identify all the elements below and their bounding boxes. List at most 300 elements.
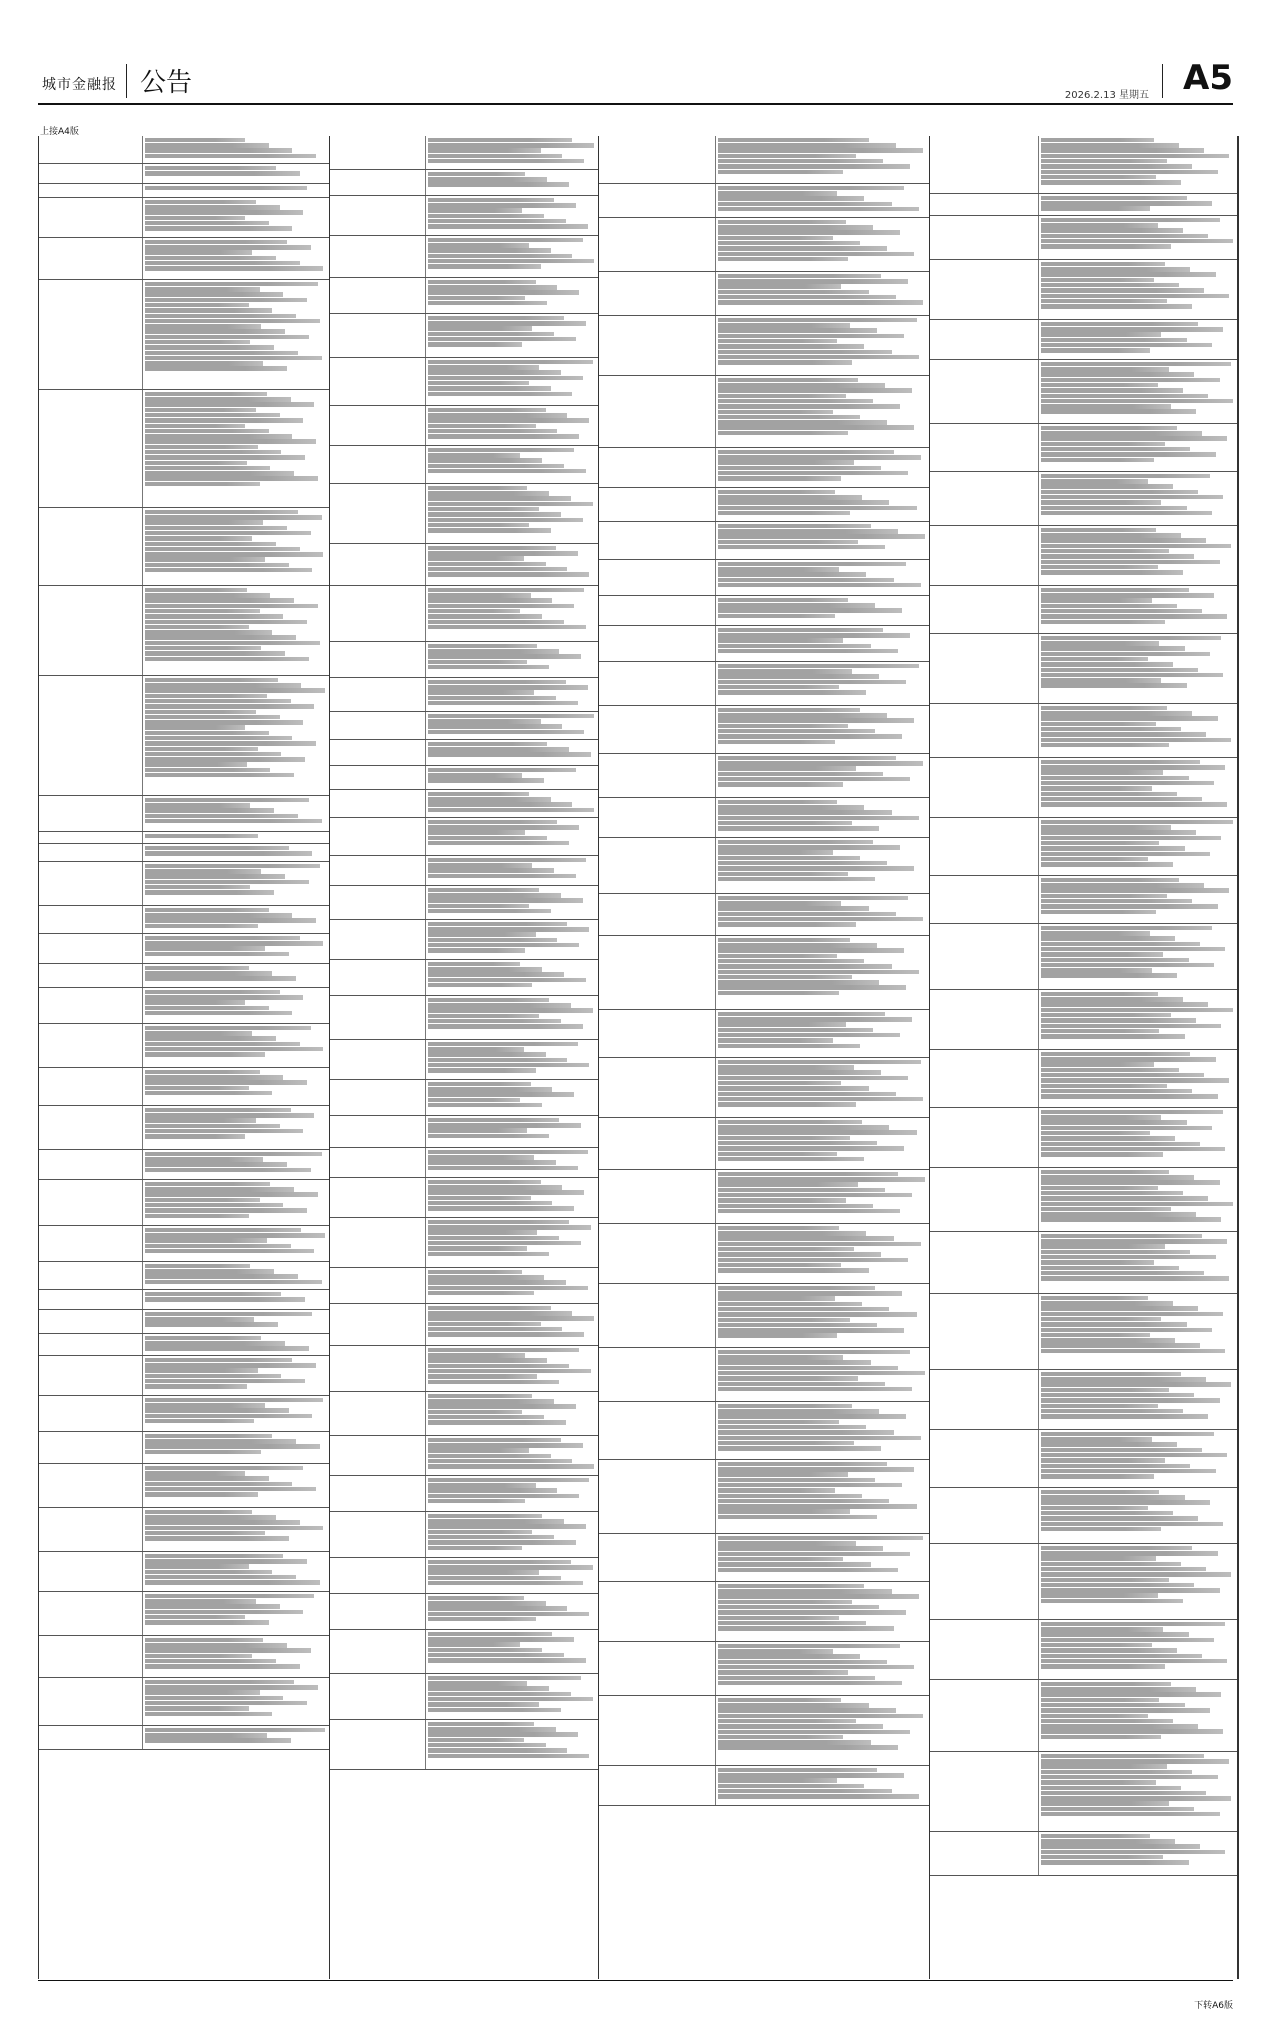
text-line <box>718 1708 895 1712</box>
entity-name-cell <box>930 1680 1039 1751</box>
text-line <box>1041 678 1161 682</box>
announcement-entry <box>330 996 598 1040</box>
text-line <box>145 434 293 438</box>
text-line <box>1041 936 1175 940</box>
announcement-body-cell <box>426 1040 598 1079</box>
text-line <box>428 1454 551 1458</box>
text-line <box>1041 399 1233 403</box>
text-line <box>1041 652 1209 656</box>
announcement-entry <box>39 1464 329 1508</box>
text-line <box>145 1476 269 1480</box>
entity-name-cell <box>330 642 426 677</box>
text-line <box>1041 1643 1151 1647</box>
announcement-body-cell <box>1039 260 1237 319</box>
text-line <box>718 1328 904 1332</box>
entity-name-cell <box>330 920 426 959</box>
entity-name-cell <box>930 586 1039 633</box>
text-line <box>145 1564 249 1568</box>
text-line <box>1041 1546 1192 1550</box>
entity-name-cell <box>330 790 426 817</box>
announcement-entry <box>599 560 929 596</box>
text-line <box>145 699 291 703</box>
text-line <box>1041 1844 1200 1848</box>
text-line <box>428 820 557 824</box>
text-line <box>718 328 877 332</box>
text-line <box>1041 894 1167 898</box>
entity-name-cell <box>930 704 1039 757</box>
entity-name-cell <box>930 758 1039 817</box>
text-line <box>428 1410 522 1414</box>
announcement-entry <box>330 818 598 856</box>
announcement-entry <box>39 796 329 832</box>
text-line <box>1041 1414 1208 1418</box>
text-line <box>428 1353 525 1357</box>
text-line <box>718 877 875 881</box>
announcement-entry <box>599 1010 929 1058</box>
text-line <box>1041 1735 1161 1739</box>
text-line <box>145 445 258 449</box>
text-line <box>428 1399 554 1403</box>
text-line <box>145 1680 295 1684</box>
text-line <box>145 890 275 894</box>
text-line <box>428 429 557 433</box>
text-line <box>1041 452 1215 456</box>
text-line <box>428 927 589 931</box>
text-line <box>145 1292 282 1296</box>
text-line <box>428 948 525 952</box>
text-line <box>428 1420 566 1424</box>
text-line <box>1041 968 1151 972</box>
text-line <box>145 1580 320 1584</box>
text-line <box>718 1350 910 1354</box>
text-line <box>145 340 251 344</box>
entity-name-cell <box>330 1720 426 1769</box>
text-line <box>428 502 593 506</box>
text-line <box>428 154 562 158</box>
text-line <box>1041 1018 1196 1022</box>
text-line <box>718 1499 889 1503</box>
text-line <box>145 1168 311 1172</box>
text-line <box>428 1103 542 1107</box>
text-line <box>1041 348 1149 352</box>
announcement-entry <box>330 1512 598 1558</box>
announcement-body-cell <box>1039 1370 1237 1429</box>
text-line <box>428 1702 539 1706</box>
entity-name-cell <box>930 320 1039 359</box>
announcement-entry <box>599 184 929 218</box>
text-line <box>428 342 522 346</box>
text-line <box>428 1374 537 1378</box>
text-line <box>145 846 289 850</box>
text-line <box>428 714 594 718</box>
text-line <box>145 913 293 917</box>
text-line <box>145 1187 295 1191</box>
text-line <box>1041 797 1202 801</box>
text-line <box>428 507 539 511</box>
entity-name-cell <box>330 1346 426 1391</box>
text-line <box>718 1382 885 1386</box>
text-line <box>1041 218 1219 222</box>
announcement-entry <box>930 876 1237 924</box>
text-line <box>1041 852 1209 856</box>
text-line <box>1041 1057 1215 1061</box>
text-line <box>428 296 525 300</box>
text-line <box>1041 1404 1157 1408</box>
text-line <box>718 938 850 942</box>
text-line <box>1041 910 1155 914</box>
entity-name-cell <box>330 1630 426 1673</box>
entity-name-cell <box>330 544 426 585</box>
masthead <box>38 60 1233 102</box>
entity-name-cell <box>330 818 426 855</box>
text-line <box>718 1172 898 1176</box>
text-line <box>428 830 525 834</box>
entity-name-cell <box>930 924 1039 989</box>
text-line <box>145 200 256 204</box>
text-line <box>718 1552 910 1556</box>
entity-name-cell <box>930 526 1039 585</box>
announcement-entry <box>39 844 329 862</box>
announcement-body-cell <box>143 1262 329 1289</box>
entity-name-cell <box>330 1476 426 1511</box>
text-line <box>145 752 282 756</box>
text-line <box>718 845 900 849</box>
continued-to-note: 下转A6版 <box>1194 2001 1233 2011</box>
text-line <box>718 850 833 854</box>
text-line <box>145 298 307 302</box>
text-line <box>718 476 841 480</box>
text-line <box>1041 244 1171 248</box>
text-line <box>145 747 258 751</box>
text-line <box>718 257 847 261</box>
text-line <box>145 635 296 639</box>
text-line <box>1041 1567 1206 1571</box>
text-line <box>718 1778 837 1782</box>
text-line <box>428 1560 571 1564</box>
text-line <box>145 966 249 970</box>
text-line <box>145 1643 287 1647</box>
text-line <box>1041 267 1190 271</box>
text-line <box>145 1317 254 1321</box>
text-line <box>145 424 245 428</box>
text-line <box>145 1379 306 1383</box>
text-line <box>718 729 875 733</box>
text-line <box>145 814 298 818</box>
text-line <box>718 598 847 602</box>
announcement-body-cell <box>143 280 329 389</box>
text-line <box>145 1510 253 1514</box>
entity-name-cell <box>330 1116 426 1147</box>
text-line <box>145 1358 293 1362</box>
entity-name-cell <box>39 906 143 933</box>
text-line <box>718 1425 866 1429</box>
text-line <box>145 413 280 417</box>
text-line <box>1041 963 1213 967</box>
text-line <box>428 1738 524 1742</box>
text-line <box>718 290 868 294</box>
announcement-entry <box>599 218 929 272</box>
announcement-body-cell <box>426 678 598 711</box>
announcement-entry <box>599 838 929 894</box>
announcement-body-cell <box>716 488 929 521</box>
text-line <box>145 1408 289 1412</box>
header-rule <box>38 103 1233 105</box>
text-line <box>145 216 245 220</box>
announcement-entry <box>599 754 929 798</box>
text-line <box>718 334 904 338</box>
text-line <box>428 972 564 976</box>
text-line <box>145 1520 300 1524</box>
text-line <box>145 1134 245 1138</box>
text-line <box>1041 770 1163 774</box>
announcement-body-cell <box>426 712 598 739</box>
text-line <box>1041 1448 1202 1452</box>
text-line <box>145 1363 316 1367</box>
text-line <box>145 1615 245 1619</box>
entity-name-cell <box>599 754 716 797</box>
text-line <box>145 1264 251 1268</box>
text-line <box>145 731 269 735</box>
announcement-entry <box>330 1116 598 1148</box>
text-line <box>145 773 295 777</box>
text-line <box>1041 1469 1215 1473</box>
announcement-body-cell <box>1039 1108 1237 1167</box>
announcement-entry <box>599 936 929 1010</box>
text-line <box>145 762 247 766</box>
text-line <box>145 418 304 422</box>
entity-name-cell <box>330 1392 426 1435</box>
announcement-body-cell <box>426 1080 598 1115</box>
entity-name-cell <box>39 1678 143 1725</box>
announcement-body-cell <box>426 1436 598 1475</box>
text-line <box>428 562 546 566</box>
text-line <box>428 1241 581 1245</box>
text-line <box>718 608 902 612</box>
entity-name-cell <box>599 894 716 935</box>
text-line <box>1041 148 1204 152</box>
text-line <box>145 1398 324 1402</box>
text-line <box>428 868 554 872</box>
text-line <box>718 1610 906 1614</box>
announcement-body-cell <box>426 358 598 405</box>
text-line <box>1041 500 1161 504</box>
text-line <box>718 1022 845 1026</box>
text-line <box>718 766 856 770</box>
text-line <box>428 365 539 369</box>
text-line <box>1041 175 1155 179</box>
text-line <box>145 1086 249 1090</box>
text-line <box>428 792 529 796</box>
text-line <box>145 1515 276 1519</box>
announcement-body-cell <box>716 136 929 183</box>
text-line <box>718 1649 833 1653</box>
text-line <box>145 593 271 597</box>
text-line <box>428 1483 535 1487</box>
announcement-body-cell <box>143 988 329 1023</box>
announcement-entry <box>599 1224 929 1284</box>
text-line <box>428 1364 569 1368</box>
announcement-body-cell <box>143 198 329 237</box>
announcement-body-cell <box>143 184 329 197</box>
text-line <box>718 415 860 419</box>
text-line <box>1041 732 1206 736</box>
text-line <box>145 834 258 838</box>
text-line <box>718 1226 839 1230</box>
text-line <box>428 1306 551 1310</box>
announcement-entry <box>330 1594 598 1630</box>
text-line <box>718 350 891 354</box>
text-line <box>428 724 562 728</box>
text-line <box>145 808 275 812</box>
text-line <box>145 741 316 745</box>
text-line <box>1041 228 1182 232</box>
text-line <box>1041 1013 1171 1017</box>
text-line <box>718 1621 866 1625</box>
text-line <box>145 1113 315 1117</box>
entity-name-cell <box>930 1752 1039 1831</box>
text-line <box>428 1358 547 1362</box>
announcement-body-cell <box>143 1726 329 1749</box>
text-line <box>428 1596 524 1600</box>
entity-name-cell <box>599 1696 716 1765</box>
text-line <box>428 386 551 390</box>
announcement-entry <box>330 1630 598 1674</box>
announcement-entry <box>39 1592 329 1636</box>
text-line <box>428 836 547 840</box>
text-line <box>145 303 249 307</box>
announcement-entry <box>599 448 929 488</box>
text-line <box>428 768 576 772</box>
entity-name-cell <box>330 1178 426 1217</box>
text-line <box>718 1626 893 1630</box>
announcement-entry <box>930 758 1237 818</box>
text-line <box>145 936 300 940</box>
text-line <box>718 1745 898 1749</box>
text-line <box>718 1268 868 1272</box>
text-line <box>428 198 554 202</box>
text-line <box>428 1637 574 1641</box>
text-line <box>718 1600 852 1604</box>
text-line <box>145 641 320 645</box>
announcement-body-cell <box>716 838 929 893</box>
announcement-column <box>1238 136 1239 1979</box>
entity-name-cell <box>39 508 143 585</box>
text-line <box>145 1604 280 1608</box>
text-line <box>718 1462 887 1466</box>
text-line <box>1041 143 1178 147</box>
text-line <box>428 1348 579 1352</box>
text-line <box>1041 830 1196 834</box>
text-line <box>1041 1638 1213 1642</box>
text-line <box>718 1252 881 1256</box>
text-line <box>1041 1687 1196 1691</box>
text-line <box>718 1092 895 1096</box>
announcement-entry <box>330 1558 598 1594</box>
text-line <box>1041 1052 1190 1056</box>
text-line <box>1041 362 1231 366</box>
text-line <box>1041 1453 1227 1457</box>
text-line <box>428 224 587 228</box>
text-line <box>1041 1527 1161 1531</box>
text-line <box>145 1450 262 1454</box>
text-line <box>1041 836 1221 840</box>
announcement-body-cell <box>426 1630 598 1673</box>
announcement-body-cell <box>426 818 598 855</box>
text-line <box>428 660 527 664</box>
text-line <box>1041 1250 1190 1254</box>
text-line <box>145 1124 280 1128</box>
announcement-body-cell <box>1039 1488 1237 1543</box>
announcement-body-cell <box>716 1058 929 1117</box>
announcement-body-cell <box>426 446 598 483</box>
text-line <box>1041 299 1167 303</box>
announcement-entry <box>39 1552 329 1592</box>
text-line <box>1041 278 1153 282</box>
announcement-body-cell <box>426 1268 598 1303</box>
announcement-entry <box>330 314 598 358</box>
text-line <box>428 904 529 908</box>
text-line <box>145 1052 265 1056</box>
announcement-entry <box>599 1402 929 1460</box>
text-line <box>145 1492 258 1496</box>
entity-name-cell <box>330 196 426 235</box>
announcement-body-cell <box>716 1010 929 1057</box>
text-line <box>718 964 891 968</box>
entity-name-cell <box>599 798 716 837</box>
announcement-body-cell <box>426 1178 598 1217</box>
announcement-entry <box>599 1118 929 1170</box>
announcement-body-cell <box>1039 320 1237 359</box>
text-line <box>718 360 852 364</box>
text-line <box>145 1274 298 1278</box>
entity-name-cell <box>39 1310 143 1333</box>
text-line <box>145 356 322 360</box>
text-line <box>1041 1780 1155 1784</box>
text-line <box>428 1014 539 1018</box>
text-line <box>1041 926 1211 930</box>
text-line <box>718 1536 923 1540</box>
text-line <box>718 954 837 958</box>
text-line <box>718 1198 845 1202</box>
text-line <box>1041 620 1165 624</box>
announcement-body-cell <box>1039 704 1237 757</box>
text-line <box>718 567 839 571</box>
text-line <box>145 476 318 480</box>
text-line <box>145 1466 304 1470</box>
text-line <box>1041 673 1223 677</box>
text-line <box>1041 288 1204 292</box>
announcement-body-cell <box>1039 526 1237 585</box>
text-line <box>718 1307 889 1311</box>
announcement-body-cell <box>1039 1680 1237 1751</box>
entity-name-cell <box>330 1436 426 1475</box>
text-line <box>145 1536 289 1540</box>
text-line <box>1041 1333 1149 1337</box>
text-line <box>428 742 547 746</box>
text-line <box>1041 1388 1169 1392</box>
text-line <box>1041 479 1147 483</box>
text-line <box>718 220 845 224</box>
entity-name-cell <box>39 1726 143 1749</box>
text-line <box>428 932 535 936</box>
text-line <box>1041 180 1180 184</box>
text-line <box>718 500 889 504</box>
entity-name-cell <box>39 934 143 963</box>
text-line <box>1041 883 1204 887</box>
text-line <box>1041 1506 1147 1510</box>
text-line <box>718 1768 877 1772</box>
text-line <box>718 1719 856 1723</box>
